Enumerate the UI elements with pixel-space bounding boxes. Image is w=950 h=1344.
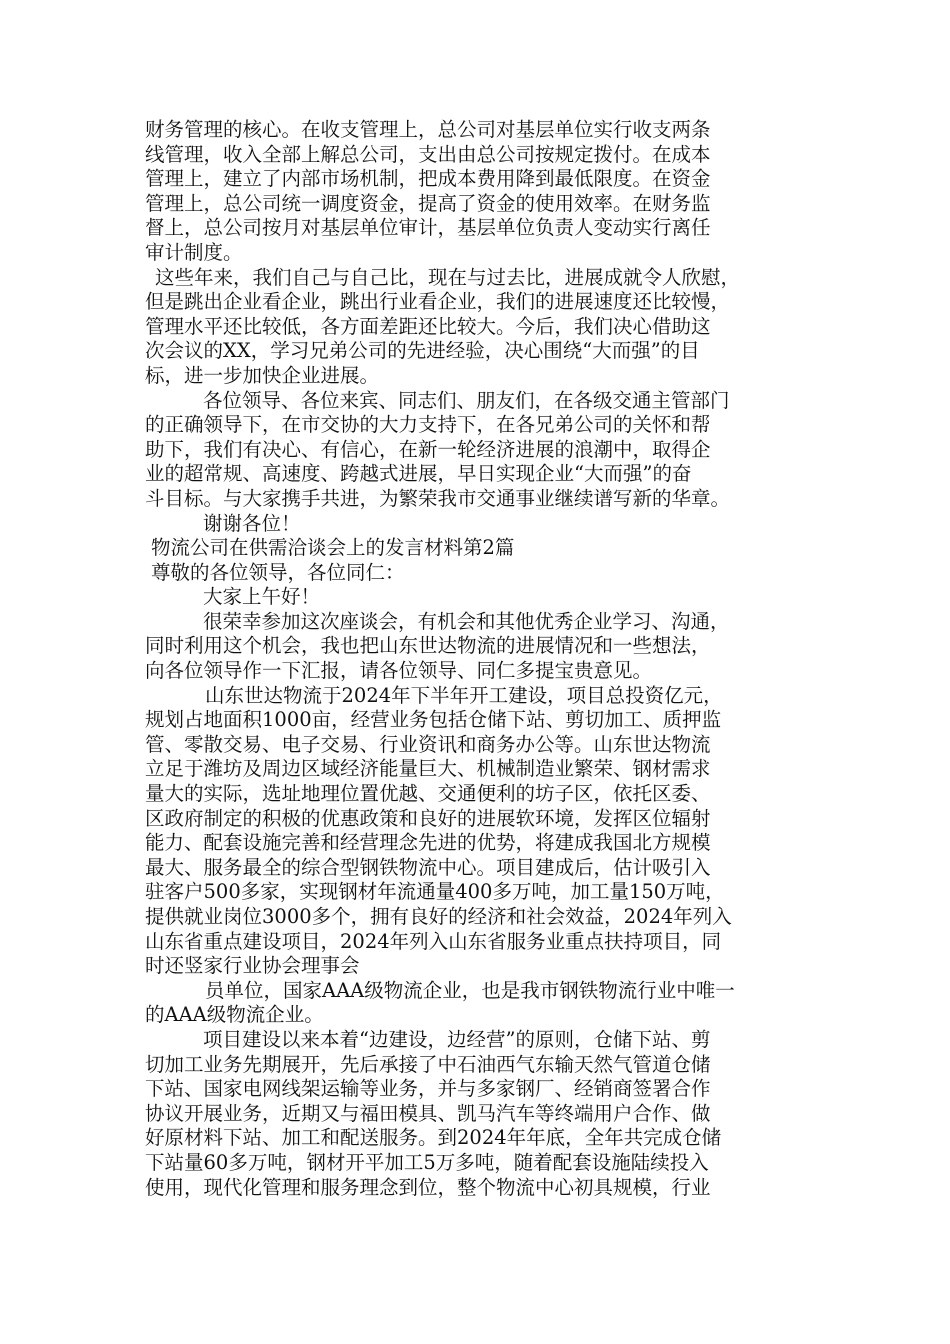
text-line: 但是跳出企业看企业，跳出行业看企业，我们的进展速度还比较慢， bbox=[145, 290, 731, 314]
text-line: 量大的实际，选址地理位置优越、交通便利的坊子区，依托区委、 bbox=[145, 782, 711, 806]
text-line: 很荣幸参加这次座谈会，有机会和其他优秀企业学习、沟通， bbox=[203, 609, 730, 633]
text-line: 管理上，总公司统一调度资金，提高了资金的使用效率。在财务监 bbox=[145, 191, 711, 215]
greeting: 大家上午好！ bbox=[203, 585, 321, 609]
text-line: 立足于潍坊及周边区域经济能量巨大、机械制造业繁荣、钢材需求 bbox=[145, 757, 711, 781]
text-line: 驻客户500多家，实现钢材年流通量400多万吨，加工量150万吨， bbox=[145, 880, 725, 904]
text-line: 员单位，国家AAA级物流企业，也是我市钢铁物流行业中唯一 bbox=[205, 978, 735, 1002]
text-line: 向各位领导作一下汇报，请各位领导、同仁多提宝贵意见。 bbox=[145, 659, 653, 683]
text-line: 山东省重点建设项目，2024年列入山东省服务业重点扶持项目，同 bbox=[145, 929, 722, 953]
text-line: 山东世达物流于2024年下半年开工建设，项目总投资亿元， bbox=[205, 683, 723, 707]
text-line: 时还竖家行业协会理事会 bbox=[145, 954, 360, 978]
text-line: 的AAA级物流企业。 bbox=[145, 1003, 324, 1027]
text-line: 提供就业岗位3000多个，拥有良好的经济和社会效益，2024年列入 bbox=[145, 905, 732, 928]
text-line: 区政府制定的积极的优惠政策和良好的进展软环境，发挥区位辐射 bbox=[145, 806, 711, 830]
text-line: 审计制度。 bbox=[145, 240, 243, 264]
text-line: 管理水平还比较低，各方面差距还比较大。今后，我们决心借助这 bbox=[145, 314, 711, 338]
text-line: 最大、服务最全的综合型钢铁物流中心。项目建成后，估计吸引入 bbox=[145, 855, 711, 879]
document-page bbox=[145, 118, 825, 1200]
text-line: 的正确领导下，在市交协的大力支持下，在各兄弟公司的关怀和帮 bbox=[145, 413, 711, 437]
text-line: 管、零散交易、电子交易、行业资讯和商务办公等。山东世达物流 bbox=[145, 732, 711, 756]
text-line: 切加工业务先期展开，先后承接了中石油西气东输天然气管道仓储 bbox=[145, 1052, 711, 1076]
salutation: 尊敬的各位领导，各位同仁： bbox=[151, 560, 405, 584]
text-line: 线管理，收入全部上解总公司，支出由总公司按规定拨付。在成本 bbox=[145, 142, 711, 166]
text-line: 督上，总公司按月对基层单位审计，基层单位负责人变动实行离任 bbox=[145, 216, 711, 240]
text-line: 同时利用这个机会，我也把山东世达物流的进展情况和一些想法， bbox=[145, 634, 711, 658]
text-line: 斗目标。与大家携手共进，为繁荣我市交通事业继续谱写新的华章。 bbox=[145, 486, 731, 510]
text-line: 项目建设以来本着“边建设，边经营”的原则，仓储下站、剪 bbox=[203, 1027, 711, 1051]
text-line: 谢谢各位！ bbox=[203, 511, 301, 535]
text-line: 协议开展业务，近期又与福田模具、凯马汽车等终端用户合作、做 bbox=[145, 1101, 711, 1125]
text-line: 好原材料下站、加工和配送服务。到2024年年底，全年共完成仓储 bbox=[145, 1126, 722, 1150]
text-line: 助下，我们有决心、有信心，在新一轮经济进展的浪潮中，取得企 bbox=[145, 437, 711, 461]
text-line: 标，进一步加快企业进展。 bbox=[145, 363, 380, 387]
text-line: 次会议的XX，学习兄弟公司的先进经验，决心围绕“大而强”的目 bbox=[145, 339, 700, 363]
text-line: 管理上，建立了内部市场机制，把成本费用降到最低限度。在资金 bbox=[145, 167, 711, 191]
text-line: 下站量60多万吨，钢材开平加工5万多吨，随着配套设施陆续投入 bbox=[145, 1150, 709, 1174]
text-line: 这些年来，我们自己与自己比，现在与过去比，进展成就令人欣慰， bbox=[155, 265, 741, 289]
text-line: 财务管理的核心。在收支管理上，总公司对基层单位实行收支两条 bbox=[145, 118, 711, 141]
text-line: 业的超常规、高速度、跨越式进展，早日实现企业“大而强”的奋 bbox=[145, 462, 692, 486]
section-title: 物流公司在供需洽谈会上的发言材料第2篇 bbox=[151, 536, 515, 560]
text-line: 使用，现代化管理和服务理念到位，整个物流中心初具规模，行业 bbox=[145, 1175, 711, 1199]
text-line: 能力、配套设施完善和经营理念先进的优势，将建成我国北方规模 bbox=[145, 831, 711, 855]
text-line: 各位领导、各位来宾、同志们、朋友们，在各级交通主管部门 bbox=[203, 388, 730, 412]
text-line: 下站、国家电网线架运输等业务，并与多家钢厂、经销商签署合作 bbox=[145, 1077, 711, 1101]
text-line: 规划占地面积1000亩，经营业务包括仓储下站、剪切加工、质押监 bbox=[145, 708, 722, 732]
